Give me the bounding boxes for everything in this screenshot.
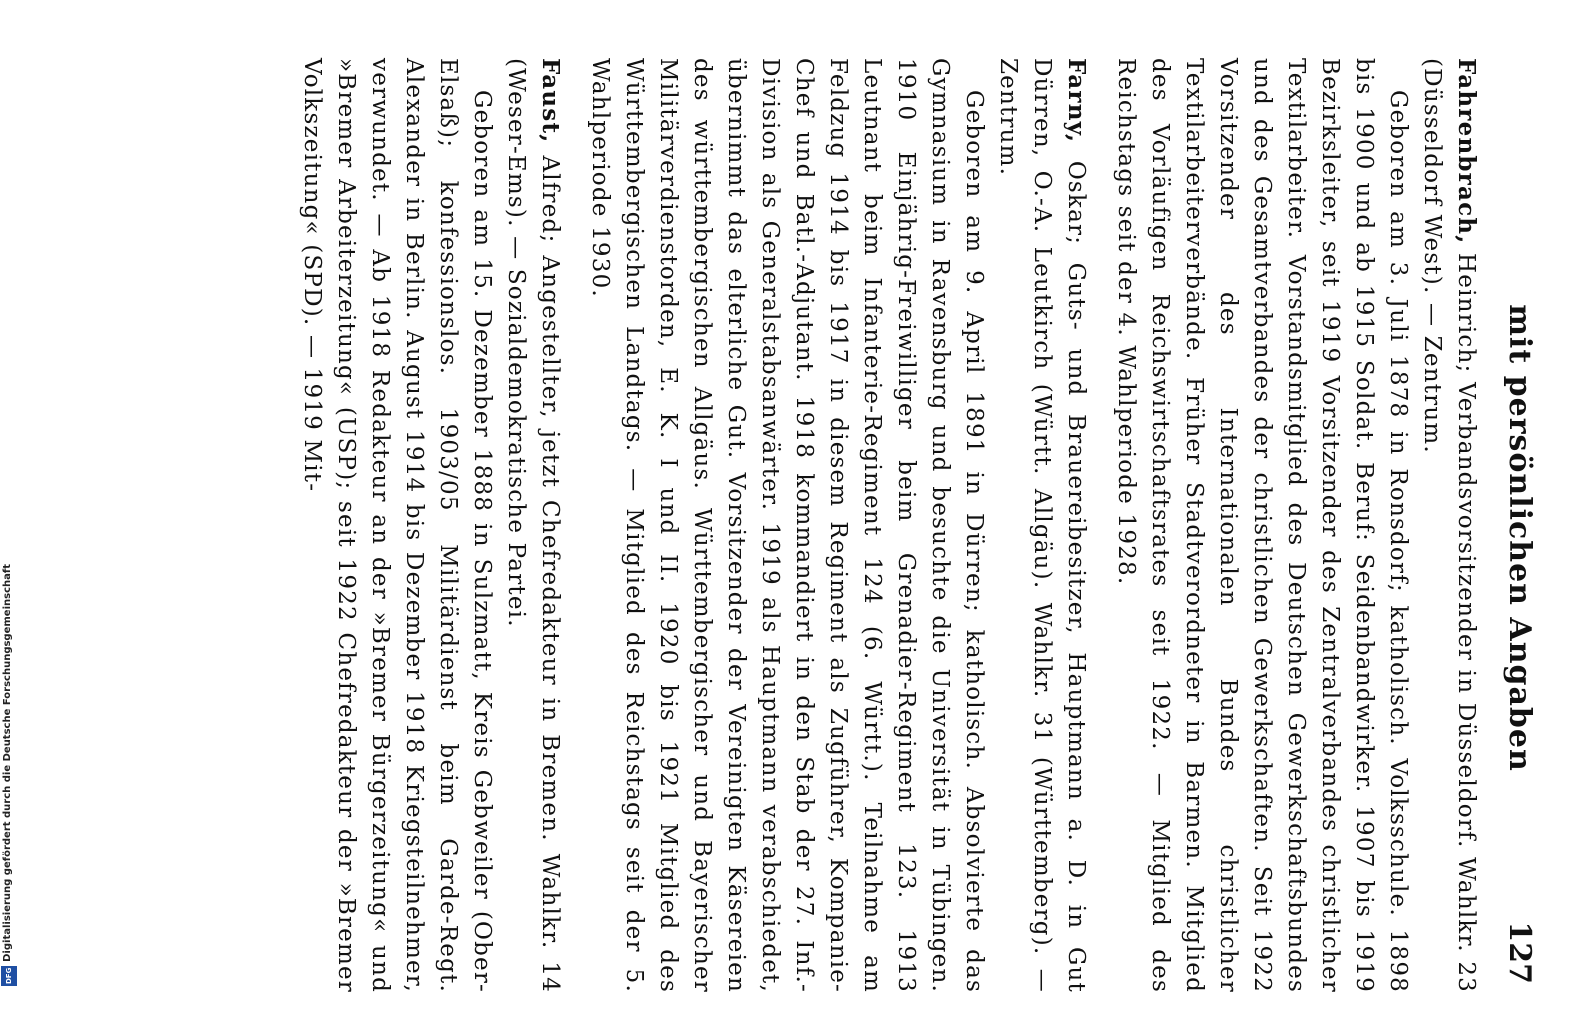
dfg-logo: DFG xyxy=(1,966,17,986)
credit-text: Digitalisierung gefördert durch die Deutsche Forschungsgemeinschaft xyxy=(2,564,13,962)
entry-biography: Geboren am 15. Dezember 1888 in Sulzmatt, Kreis Gebweiler (Ober-Elsaß); konfessionslos. 1903/05 Militärdienst beim Garde-Regt. Alexander in Berlin. August 1914 bis Dezember 1918 Kriegsteilnehmer, verwundet. — Ab 1918 Redakteur an der »Bremer Bürgerzeitung« und »Bremer Arbeiterzeitung« (USP); seit 1922 Chefredakteur der »Bremer Volkszeitung« (SPD). — 1919 Mit- xyxy=(299,58,495,993)
entry-name: Fahrenbrach, xyxy=(1453,58,1480,245)
entry-biography: Geboren am 3. Juli 1878 in Ronsdorf; katholisch. Volksschule. 1898 bis 1900 und ab 1915 Soldat. Beruf: Seidenbandwirker. 1907 bis 1919 Bezirksleiter, seit 1919 Vorsitzender des Zentralverbandes christlicher Textilarbeiter. Vorstandsmitglied des Deutschen Gewerkschaftsbundes und des Gesamtverbandes der christlichen Gewerkschaften. Seit 1922 Vorsitzender des Internationalen Bundes christlicher Textilarbeiterverbände. Früher Stadtverordneter in Barmen. Mitglied des Vorläufigen Reichswirtschaftsrates seit 1922. — Mitglied des Reichstags seit der 4. Wahlperiode 1928. xyxy=(1113,58,1411,993)
page-number: 127 xyxy=(1502,921,1537,984)
entry-name: Farny, xyxy=(1063,58,1090,144)
entry-heading xyxy=(1415,58,1483,993)
running-title: mit persönlichen Angaben xyxy=(1502,304,1537,772)
entry-heading xyxy=(499,58,567,993)
entry-name: Faust, xyxy=(537,58,564,144)
biography-entry xyxy=(583,58,1093,993)
biography-entry xyxy=(295,58,567,993)
entry-biography: Geboren am 9. April 1891 in Dürren; katholisch. Absolvierte das Gymnasium in Ravensburg und besuchte die Universität in Tübingen. 1910 Einjährig-Freiwilliger beim Grenadier-Regiment 123. 1913 Leutnant beim Infanterie-Regiment 124 (6. Württ.). Teilnahme am Feldzug 1914 bis 1917 in diesem Regiment als Zugführer, Kompanie-Chef und Batl.-Adjutant. 1918 kommandiert in den Stab der 27. Inf.-Division als Generalstabsanwärter. 1919 als Hauptmann verabschiedet, übernimmt das elterliche Gut. Vorsitzender der Vereinigten Käsereien des württembergischen Allgäus. Württembergischer und Bayerischer Militärverdienstorden, E. K. I und II. 1920 bis 1921 Mitglied des Württembergischen Landtags. — Mitglied des Reichstags seit der 5. Wahlperiode 1930. xyxy=(587,58,987,993)
digitization-credit xyxy=(0,564,20,986)
entry-heading-text: Heinrich; Verbandsvorsitzender in Düsseldorf. Wahlkr. 23 (Düsseldorf West). — Zentrum. xyxy=(1419,58,1479,993)
entry-heading xyxy=(991,58,1093,993)
biography-entry xyxy=(1109,58,1483,993)
entry-heading-text: Oskar; Guts- und Brauereibesitzer, Hauptmann a. D. in Gut Dürren, O.-A. Leutkirch (Württ. Allgäu). Wahlkr. 31 (Württemberg). — Zentrum. xyxy=(995,58,1089,993)
entry-heading-text: Alfred; Angestellter, jetzt Chefredakteur in Bremen. Wahlkr. 14 (Weser-Ems). — Sozialdemokratische Partei. xyxy=(503,58,563,993)
running-head xyxy=(1497,58,1537,1018)
biography-entries xyxy=(279,58,1483,993)
